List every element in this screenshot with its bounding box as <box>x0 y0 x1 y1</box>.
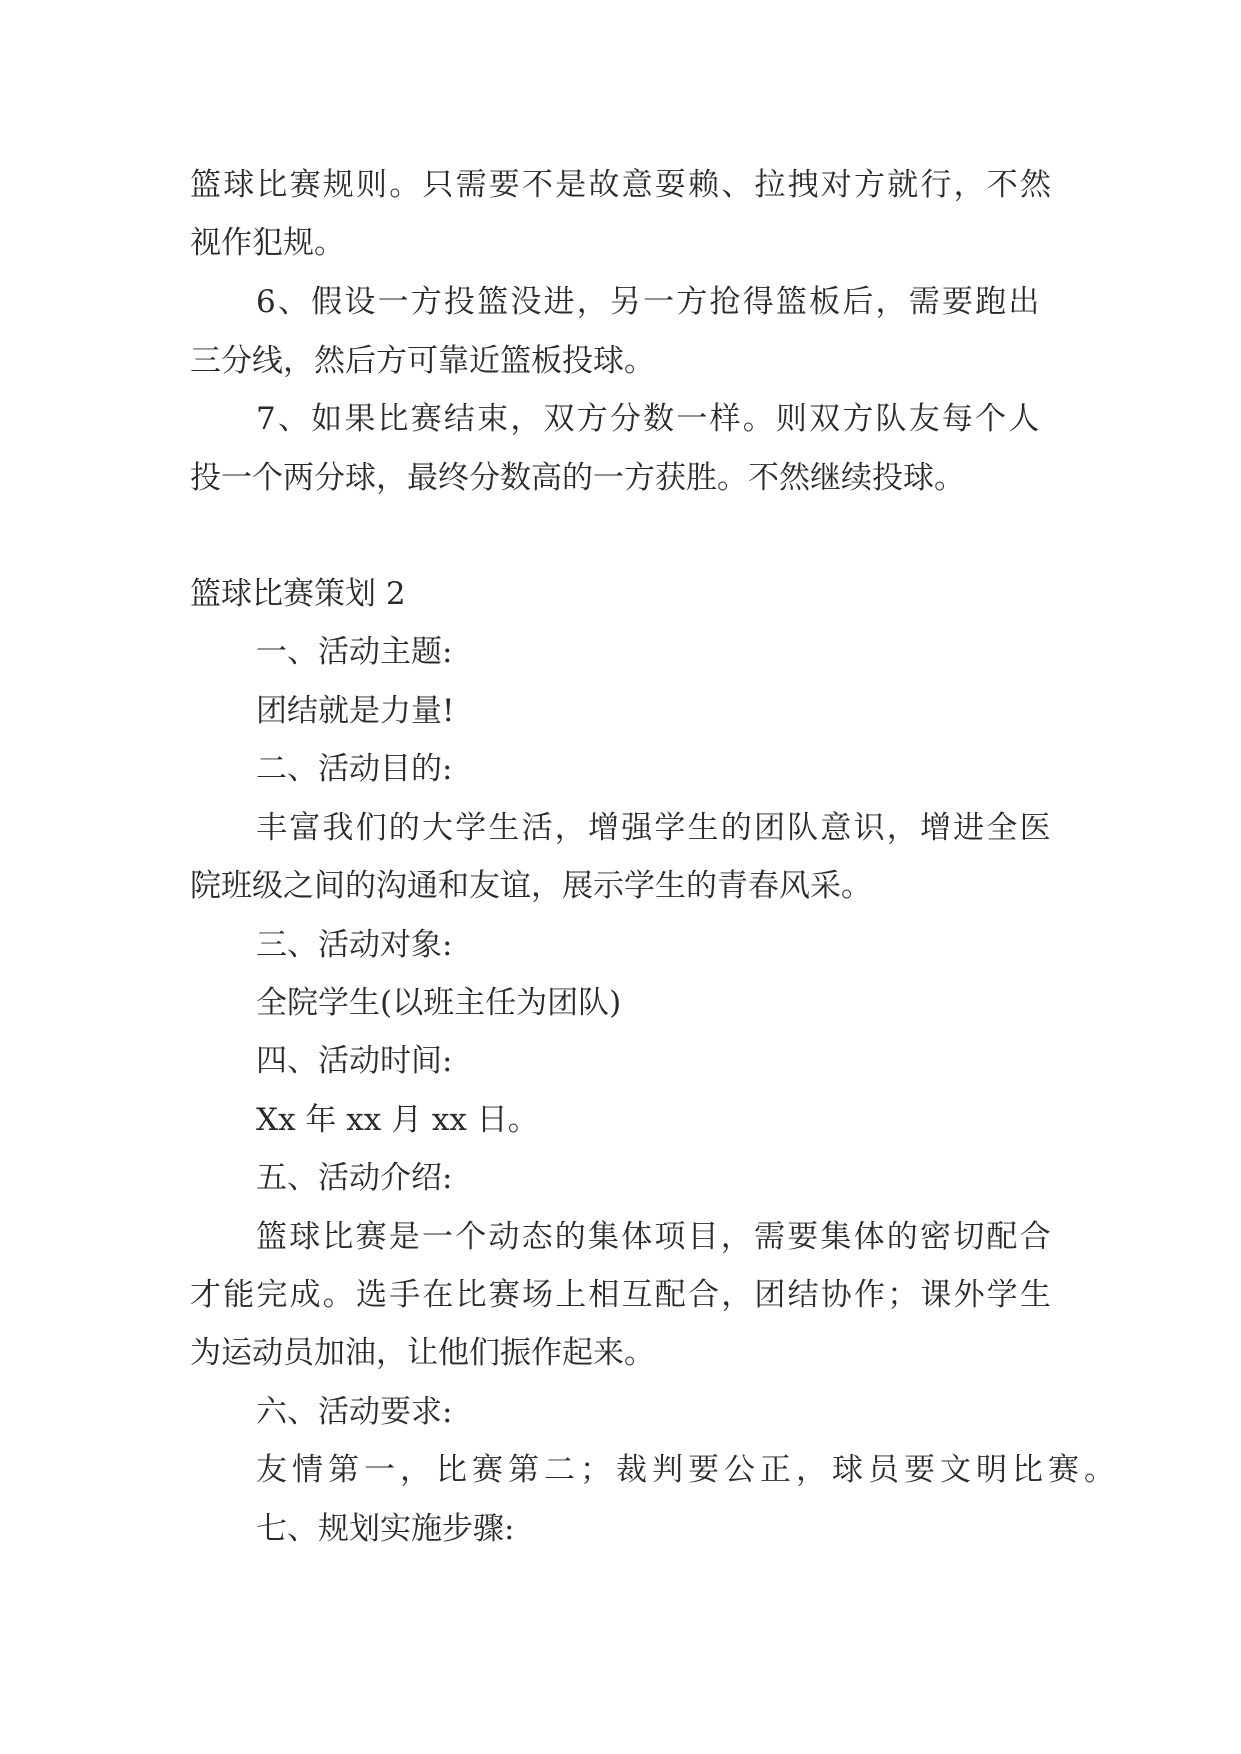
text-line: 才能完成。选手在比赛场上相互配合，团结协作；课外学生 <box>190 1277 1054 1313</box>
subheading: 六、活动要求: <box>256 1394 453 1430</box>
subheading: 四、活动时间: <box>256 1043 453 1079</box>
text-line: 6、假设一方投篮没进，另一方抢得篮板后，需要跑出 <box>256 284 1042 320</box>
text-line: 院班级之间的沟通和友谊，展示学生的青春风采。 <box>190 868 872 904</box>
text-line: 丰富我们的大学生活，增强学生的团队意识，增进全医 <box>256 810 1053 846</box>
section-heading: 篮球比赛策划 2 <box>190 576 406 612</box>
text-line: 团结就是力量! <box>256 693 455 729</box>
text-line: 三分线，然后方可靠近篮板投球。 <box>190 343 655 379</box>
text-line: 投一个两分球，最终分数高的一方获胜。不然继续投球。 <box>190 460 965 496</box>
text-line: 友情第一，比赛第二；裁判要公正，球员要文明比赛。 <box>256 1452 1120 1488</box>
subheading: 三、活动对象: <box>256 927 453 963</box>
text-line: 篮球比赛是一个动态的集体项目，需要集体的密切配合 <box>256 1219 1053 1255</box>
text-line: 7、如果比赛结束，双方分数一样。则双方队友每个人 <box>256 401 1042 437</box>
text-line: 全院学生(以班主任为团队) <box>256 985 622 1021</box>
subheading: 一、活动主题: <box>256 634 453 670</box>
subheading: 五、活动介绍: <box>256 1160 453 1196</box>
subheading: 七、规划实施步骤: <box>256 1511 515 1547</box>
subheading: 二、活动目的: <box>256 751 453 787</box>
text-line: 篮球比赛规则。只需要不是故意耍赖、拉拽对方就行，不然 <box>190 167 1054 203</box>
text-line: Xx 年 xx 月 xx 日。 <box>256 1102 539 1138</box>
text-line: 视作犯规。 <box>190 225 345 261</box>
text-line: 为运动员加油，让他们振作起来。 <box>190 1335 655 1371</box>
